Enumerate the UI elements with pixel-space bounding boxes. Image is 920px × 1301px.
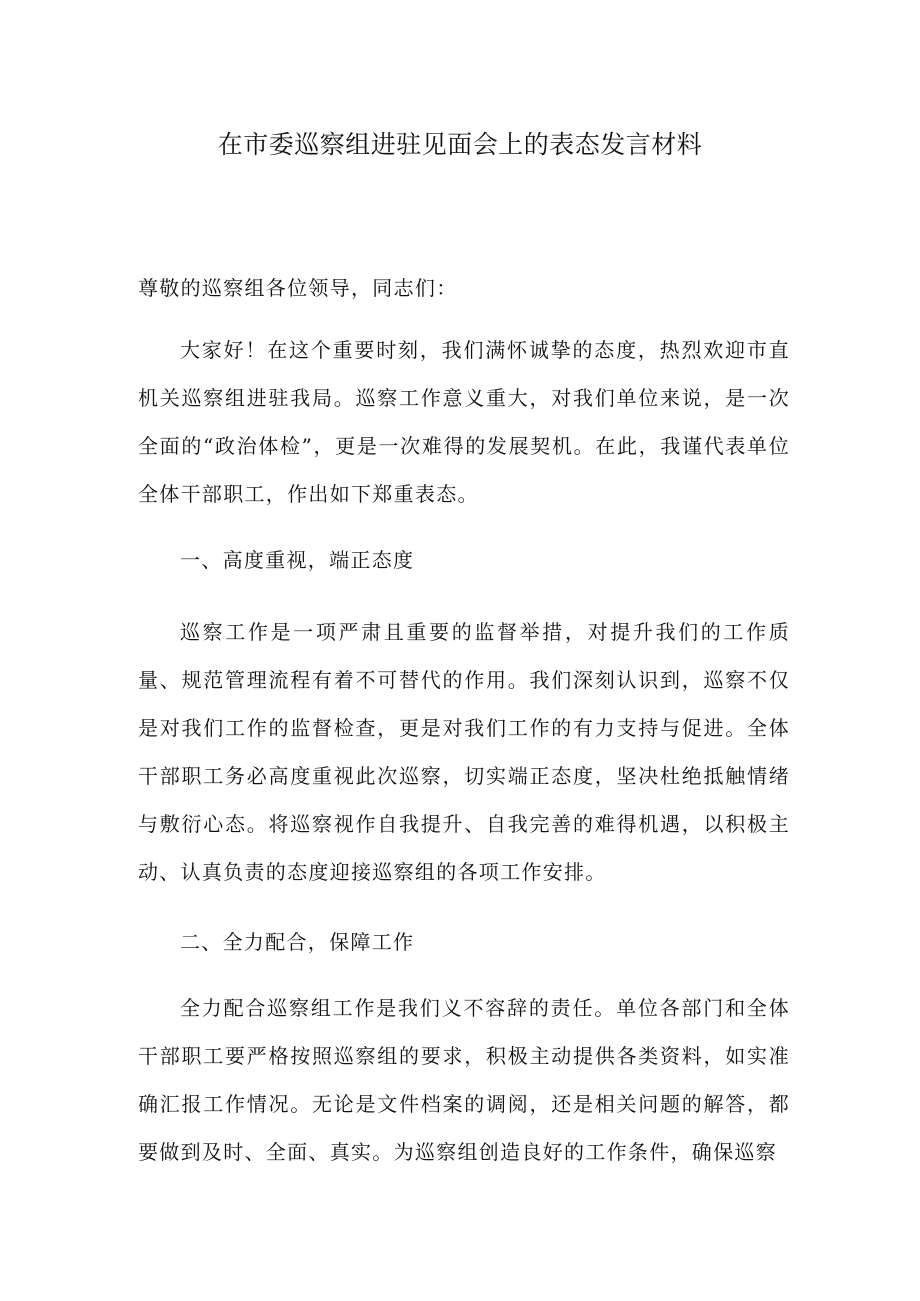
paragraph-section-2: 全力配合巡察组工作是我们义不容辞的责任。单位各部门和全体干部职工要严格按照巡察组的要求，积极主动提供各类资料，如实准确汇报工作情况。无论是文件档案的调阅，还是相关问题的解答，都要做到及时、全面、真实。为巡察组创造良好的工作条件，确保巡察 bbox=[138, 996, 790, 1164]
paragraph-section-1: 巡察工作是一项严肃且重要的监督举措，对提升我们的工作质量、规范管理流程有着不可替代的作用。我们深刻认识到，巡察不仅是对我们工作的监督检查，更是对我们工作的有力支持与促进。全体干部职工务必高度重视此次巡察，切实端正态度，坚决杜绝抵触情绪与敷衍心态。将巡察视作自我提升、自我完善的难得机遇，以积极主动、认真负责的态度迎接巡察组的各项工作安排。 bbox=[138, 620, 790, 884]
salutation: 尊敬的巡察组各位领导，同志们： bbox=[138, 276, 458, 300]
section-heading-2: 二、全力配合，保障工作 bbox=[180, 930, 415, 954]
section-heading-1: 一、高度重视，端正态度 bbox=[180, 548, 415, 572]
document-title: 在市委巡察组进驻见面会上的表态发言材料 bbox=[217, 130, 703, 159]
paragraph-welcome: 大家好！在这个重要时刻，我们满怀诚挚的态度，热烈欢迎市直机关巡察组进驻我局。巡察工作意义重大，对我们单位来说，是一次全面的“政治体检”，更是一次难得的发展契机。在此，我谨代表单位全体干部职工，作出如下郑重表态。 bbox=[138, 338, 790, 506]
